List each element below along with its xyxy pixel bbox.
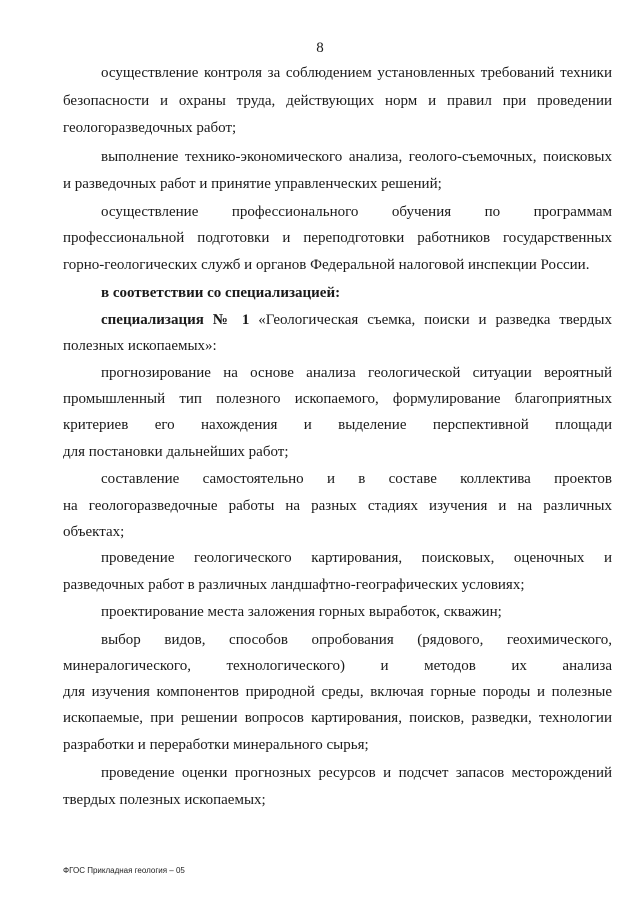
page-number: 8 (316, 40, 324, 56)
text-line: и разведочных работ и принятие управленческих решений; (63, 176, 442, 192)
text-line: составление самостоятельно и в составе коллектива проектов (101, 471, 612, 487)
text-line: разведочных работ в различных ландшафтно-географических условиях; (63, 577, 525, 593)
text-line: выполнение технико-экономического анализа, геолого-съемочных, поисковых (101, 149, 612, 165)
text-line: осуществление профессионального обучения по программам (101, 204, 612, 220)
text-line: твердых полезных ископаемых; (63, 792, 266, 808)
text-line: безопасности и охраны труда, действующих норм и правил при проведении (63, 93, 612, 109)
text-line: специализация № 1 «Геологическая съемка, поиски и разведка твердых (101, 312, 612, 328)
text-line: полезных ископаемых»: (63, 338, 217, 354)
text-line: осуществление контроля за соблюдением установленных требований техники (101, 65, 612, 81)
text-line: критериев его нахождения и выделение перспективной площади (63, 417, 612, 433)
text-line: ископаемые, при решении вопросов картирования, поисков, разведки, технологии (63, 710, 612, 726)
text-line (101, 284, 612, 302)
bold-heading: специализация № 1 (101, 312, 250, 328)
text-line: минералогического, технологического) и методов их анализа (63, 658, 612, 674)
text-line: объектах; (63, 524, 125, 540)
text-line: проведение геологического картирования, поисковых, оценочных и (101, 550, 612, 566)
footer-code: ФГОС Прикладная геология – 05 (63, 866, 185, 875)
text-line: для постановки дальнейших работ; (63, 444, 289, 460)
text-line: на геологоразведочные работы на разных стадиях изучения и на различных (63, 498, 612, 514)
text-line: промышленный тип полезного ископаемого, формулирование благоприятных (63, 391, 612, 407)
text-line: геологоразведочных работ; (63, 120, 237, 136)
text-line: разработки и переработки минерального сырья; (63, 737, 369, 753)
text-line: проектирование места заложения горных выработок, скважин; (101, 604, 502, 620)
text-line: для изучения компонентов природной среды, включая горные породы и полезные (63, 684, 612, 700)
bold-heading: в соответствии со специализацией: (101, 285, 341, 301)
text-line: горно-геологических служб и органов Федеральной налоговой инспекции России. (63, 257, 590, 273)
text-line: выбор видов, способов опробования (рядового, геохимического, (101, 632, 612, 648)
text-line: профессиональной подготовки и переподготовки работников государственных (63, 230, 612, 246)
text-line: проведение оценки прогнозных ресурсов и подсчет запасов месторождений (101, 765, 612, 781)
text-line: прогнозирование на основе анализа геологической ситуации вероятный (101, 365, 612, 381)
